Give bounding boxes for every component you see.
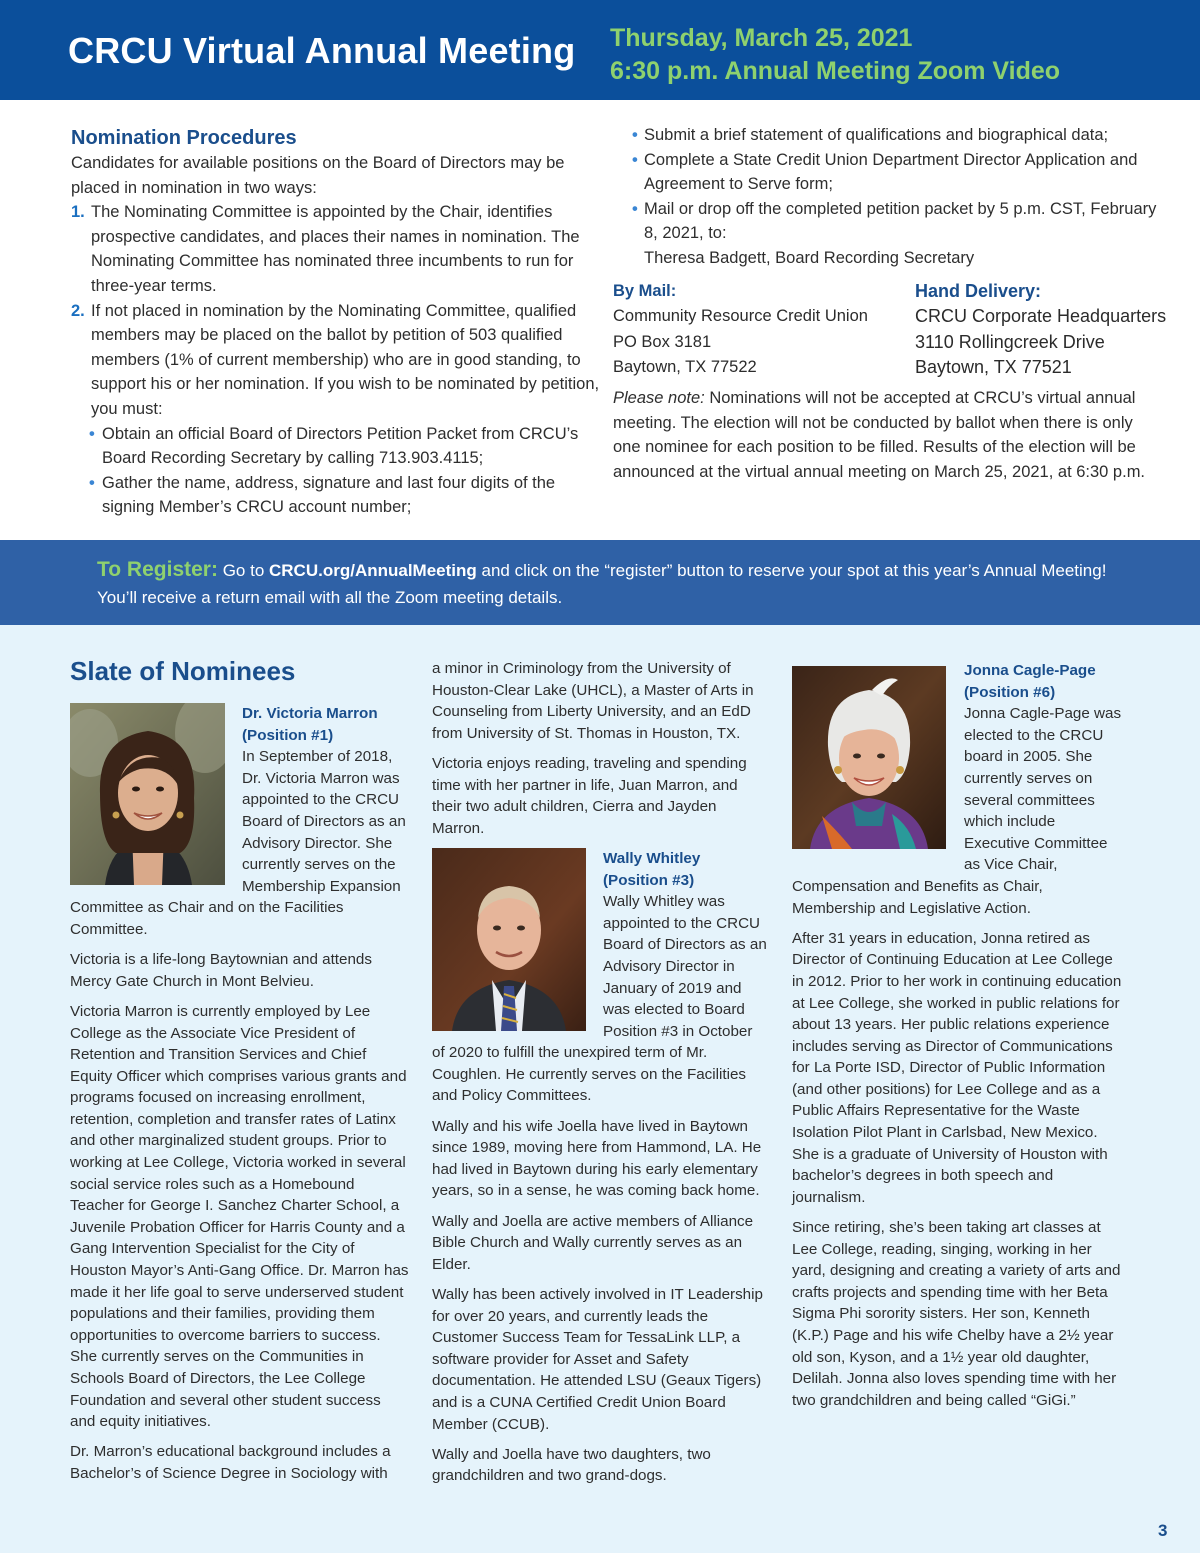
note-label: Please note: — [613, 389, 705, 407]
register-text-before: Go to — [217, 561, 269, 580]
nomination-right-column — [632, 123, 1162, 271]
marron-paragraph: Victoria is a life-long Baytownian and attends Mercy Gate Church in Mont Belvieu. — [70, 951, 372, 990]
page-title: CRCU Virtual Annual Meeting — [68, 30, 576, 71]
petition-recipient: Theresa Badgett, Board Recording Secretary — [644, 248, 975, 267]
mail-label: By Mail: — [613, 282, 677, 300]
cagle-page-name: Jonna Cagle-Page — [964, 662, 1096, 679]
petition-steps-continued — [632, 123, 1162, 246]
marron-position: (Position #1) — [242, 726, 334, 744]
please-note — [613, 386, 1153, 484]
mail-address-line: Community Resource Credit Union — [613, 307, 868, 325]
marron-photo — [70, 703, 225, 885]
cagle-page-paragraph: Jonna Cagle-Page was elected to the CRCU board in 2005. She currently serves on several committees which include Executive Committee as Vice Chair, Compensation and Benefits as Chair, Membership and Legislative Action. — [792, 705, 1122, 917]
petition-step: • Complete a State Credit Union Department Director Application and Agreement to Serve form; — [632, 148, 1162, 197]
petition-step: • Gather the name, address, signature and last four digits of the signing Member’s CRCU account number; — [89, 471, 601, 520]
slate-heading: Slate of Nominees — [70, 656, 296, 686]
nomination-method-2 — [71, 299, 601, 422]
marron-paragraph: In September of 2018, Dr. Victoria Marron was appointed to the CRCU Board of Directors as an Advisory Director. She currently serves on the Membership Expansion Committee as Chair and on the Facilities Committee. — [70, 748, 406, 938]
page-number: 3 — [1158, 1521, 1168, 1540]
marron-name: Dr. Victoria Marron — [242, 705, 378, 722]
hand-delivery-line: CRCU Corporate Headquarters — [915, 306, 1167, 326]
register-text-after: and click on the “register” button to reserve your spot at this year’s Annual Meeting! You’ll receive a return email with all the Zoom meeting details. — [97, 561, 1107, 607]
nominee-cagle-page — [792, 660, 1122, 1420]
mail-address-line: PO Box 3181 — [613, 332, 712, 351]
nominee-marron — [70, 703, 410, 1493]
whitley-paragraph: Wally has been actively involved in IT Leadership for over 20 years, and currently leads the Customer Success Team for TessaLink LLP, a software provider for Asset and Safety documentation. He attended LSU (Geaux Tigers) and is a CUNA Certified Credit Union Board Member (CCUB). — [432, 1286, 763, 1433]
hand-delivery-line: Baytown, TX 77521 — [915, 357, 1072, 377]
marron-paragraph: Victoria Marron is currently employed by Lee College as the Associate Vice President of Retention and Transition Services and Chief Equity Officer which comprises various grants and programs focused on increasing enrollment, retention, completion and transfer rates of Latinx and other marginalized student groups. Prior to working at Lee College, Victoria worked in several social service roles such as a Homebound Teacher for George I. Sanchez Charter School, a Juvenile Probation Officer for Harris County and a Gang Intervention Specialist for the City of Houston Mayor’s Anti-Gang Office. Dr. Marron has made it her life goal to serve underserved student populations and their families, providing them opportunities to overcome barriers to success. She currently serves on the Communities in Schools Board of Directors, the Lee College Foundation and several other student success and equity initiatives. — [70, 1002, 409, 1431]
nomination-heading: Nomination Procedures — [71, 127, 297, 149]
method-1-text: The Nominating Committee is appointed by the Chair, identifies prospective candidates, and places their names in nomination. The Nominating Committee has nominated three incumbents to run for three-year terms. — [91, 203, 580, 295]
marron-paragraph: Dr. Marron’s educational background includes a Bachelor’s of Science Degree in Sociology with — [70, 1443, 391, 1482]
marron-paragraph: Victoria enjoys reading, traveling and spending time with her partner in life, Juan Marron, and their two adult children, Cierra and Jayden Marron. — [432, 754, 747, 837]
hand-delivery-label: Hand Delivery: — [915, 281, 1042, 301]
portrait-image — [792, 666, 946, 849]
mail-address-line: Baytown, TX 77522 — [613, 358, 757, 376]
petition-steps-list — [89, 422, 601, 520]
petition-step: • Submit a brief statement of qualifications and biographical data; — [632, 123, 1162, 148]
petition-step: • Mail or drop off the completed petition packet by 5 p.m. CST, February 8, 2021, to: — [632, 197, 1162, 246]
register-link[interactable]: CRCU.org/AnnualMeeting — [269, 561, 477, 580]
meeting-date: Thursday, March 25, 2021 — [610, 24, 913, 52]
portrait-image — [432, 848, 586, 1031]
nomination-left-column — [71, 151, 601, 520]
whitley-photo — [432, 848, 586, 1031]
note-text: Nominations will not be accepted at CRCU’s virtual annual meeting. The election will not be conducted by ballot when there is only one nominee for each position to be filled. Results of the election will be announced at the virtual annual meeting on March 25, 2021, at 6:30 p.m. — [613, 389, 1146, 481]
whitley-paragraph: Wally and Joella have two daughters, two grandchildren and two grand-dogs. — [432, 1445, 711, 1485]
nomination-intro: Candidates for available positions on the Board of Directors may be placed in nomination in two ways: — [71, 154, 565, 197]
method-2-text: If not placed in nomination by the Nominating Committee, qualified members may be placed on the ballot by petition of 503 qualified members (1% of current membership) who are in good standing, to support his or her nomination. If you wish to be nominated by petition, you must: — [91, 301, 600, 418]
register-text — [97, 556, 1107, 611]
whitley-paragraph: Wally Whitley was appointed to the CRCU Board of Directors as an Advisory Director in January of 2019 and was elected to Board Position #3 in October of 2020 to fulfill the unexpired term of Mr. Coughlen. He currently serves on the Facilities and Policy Committees. — [432, 893, 767, 1105]
petition-step: • Obtain an official Board of Directors Petition Packet from CRCU’s Board Recording Secretary by calling 713.903.4115; — [89, 422, 601, 471]
register-label: To Register: — [97, 558, 218, 581]
nominee-column-2 — [432, 658, 767, 1496]
portrait-image — [70, 703, 225, 885]
meeting-time: 6:30 p.m. Annual Meeting Zoom Video — [610, 57, 1061, 85]
whitley-paragraph: Wally and Joella are active members of Alliance Bible Church and Wally currently serves as an Elder. — [432, 1212, 754, 1273]
list-number: 1. — [71, 203, 85, 222]
hand-delivery-line: 3110 Rollingcreek Drive — [915, 331, 1105, 352]
mail-address-block — [613, 280, 868, 381]
cagle-page-paragraph: Since retiring, she’s been taking art classes at Lee College, reading, singing, working in her yard, designing and creating a variety of arts and crafts projects and spending time with her Beta Sigma Phi sorority sisters. Her son, Kenneth (K.P.) Page and his wife Chelby have a 2½ year old son, Kyson, and a 1½ year old daughter, Delilah. Jonna also loves spending time with her two grandchildren and being called “GiGi.” — [792, 1219, 1121, 1409]
hand-delivery-block — [915, 280, 1166, 381]
whitley-paragraph: Wally and his wife Joella have lived in Baytown since 1989, moving here from Hammond, LA. He had lived in Baytown during his early elementary years, so in a sense, he was coming back home. — [432, 1117, 762, 1200]
cagle-page-paragraph: After 31 years in education, Jonna retired as Director of Continuing Education at Lee College in 2012. Prior to her work in continuing education at Lee College, she worked in public relations for about 13 years. Her public relations experience includes serving as Director of Communications for La Porte ISD, Director of Public Information (and other positions) for Lee College and as a Public Affairs Representative for the Waste Isolation Pilot Plant in Carlsbad, New Mexico. She is a graduate of University of Houston with bachelor’s degrees in both speech and journalism. — [792, 929, 1122, 1206]
cagle-page-position: (Position #6) — [964, 683, 1056, 701]
meeting-datetime — [610, 22, 1060, 88]
whitley-position: (Position #3) — [603, 871, 695, 889]
nominee-whitley — [432, 848, 767, 1487]
whitley-name: Wally Whitley — [603, 849, 701, 867]
cagle-page-photo — [792, 666, 946, 849]
marron-paragraph: a minor in Criminology from the University of Houston-Clear Lake (UHCL), a Master of Arts in Counseling from Liberty University, and an EdD from University of St. Thomas in Houston, TX. — [432, 660, 754, 742]
list-number: 2. — [71, 301, 85, 320]
nomination-method-1 — [71, 200, 601, 298]
